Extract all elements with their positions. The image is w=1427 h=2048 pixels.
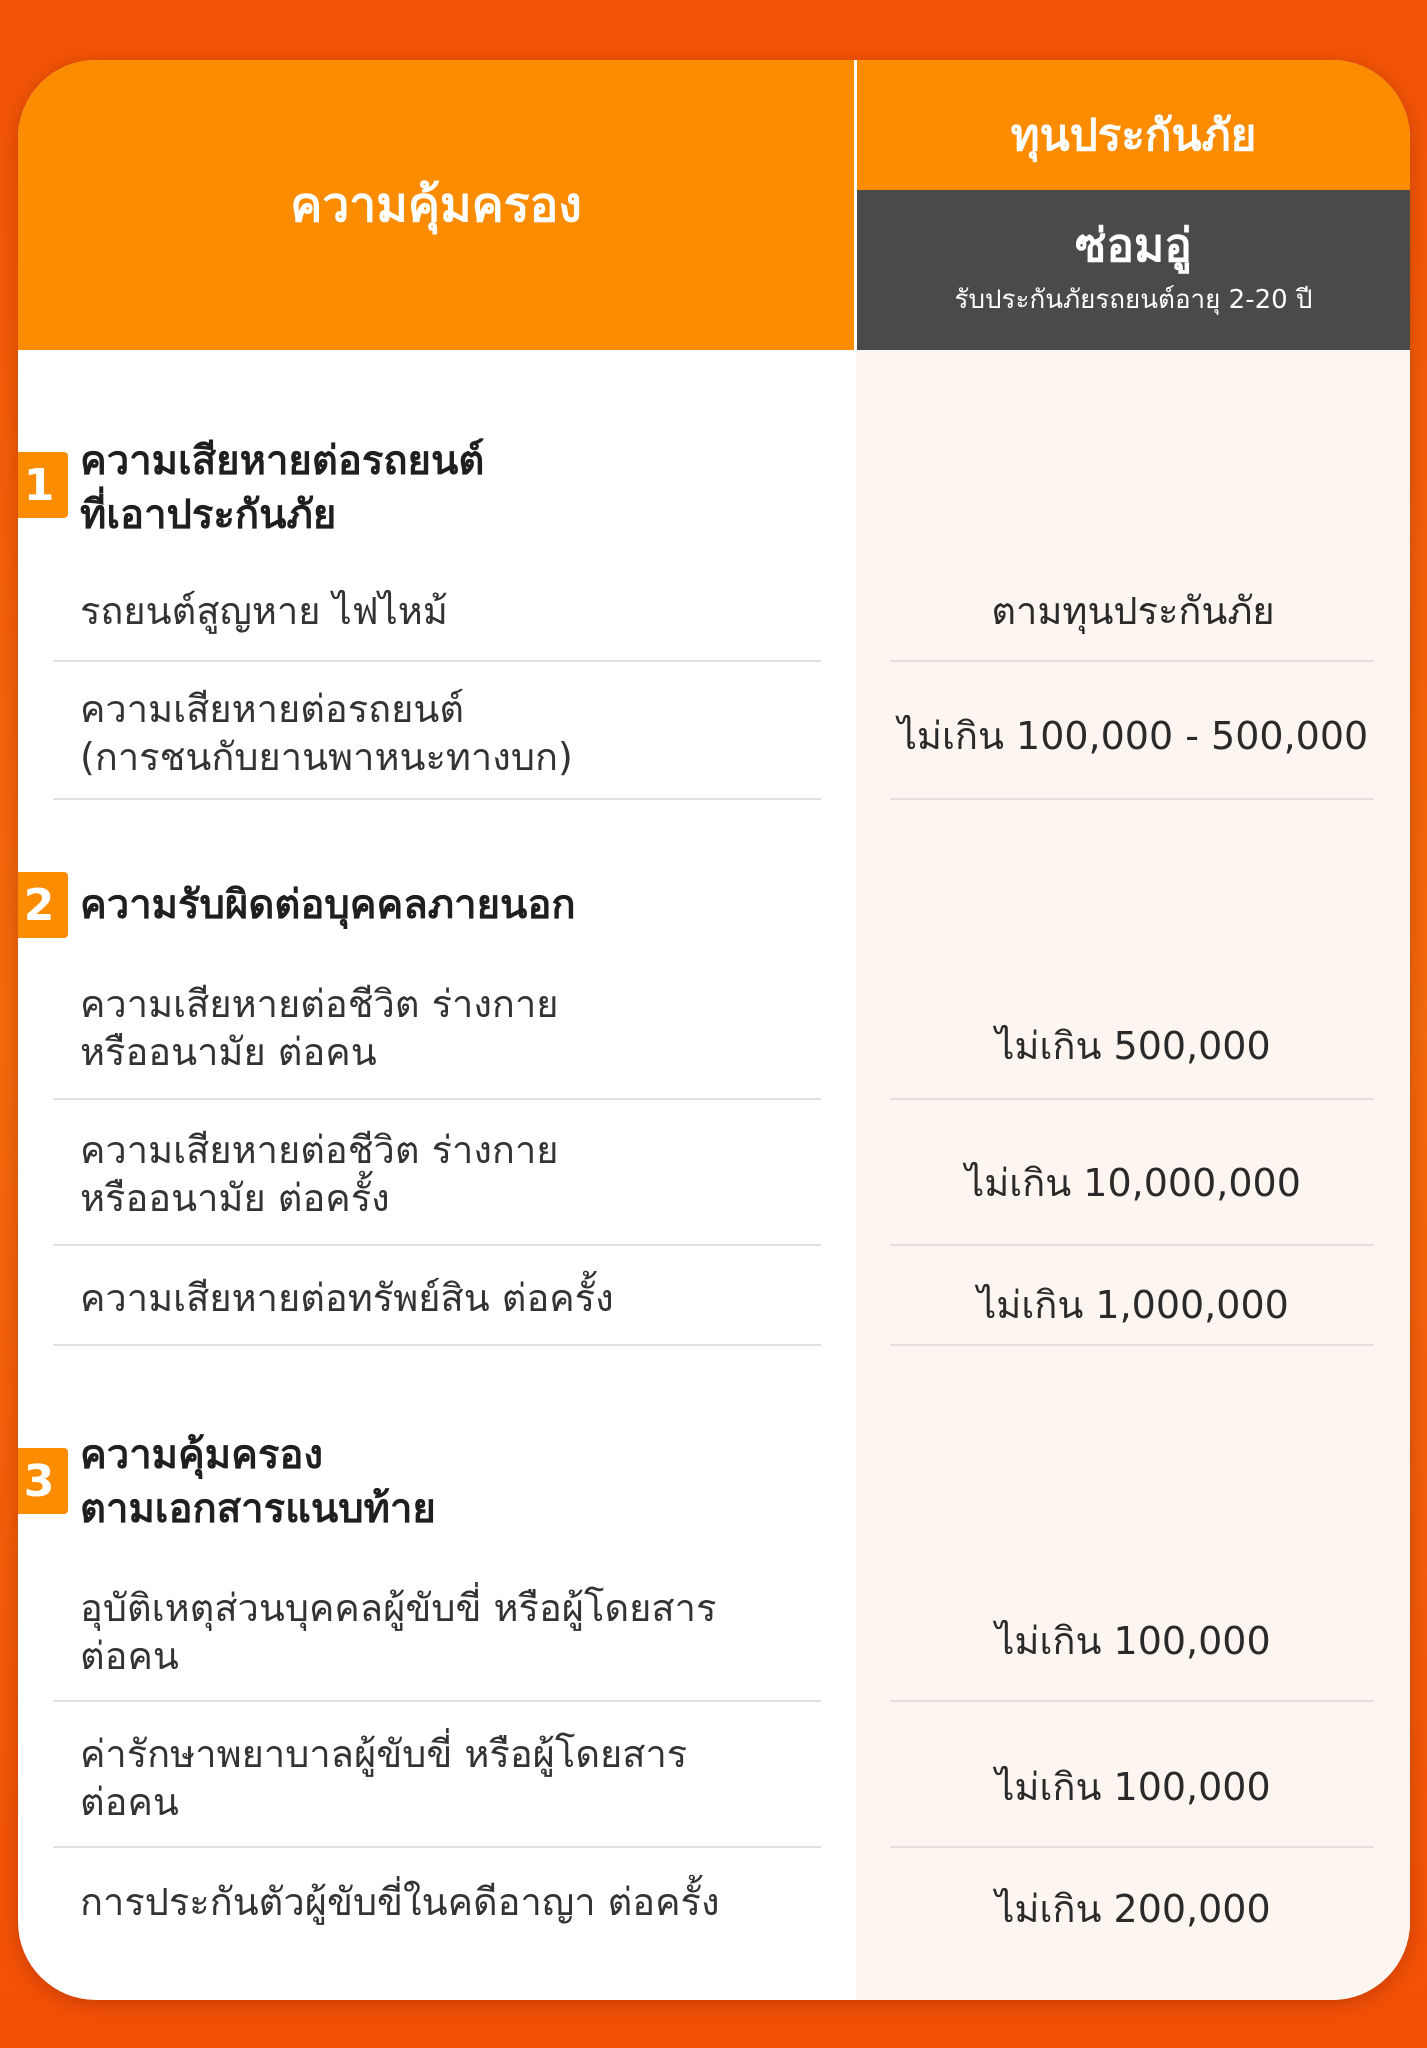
section-title — [80, 434, 484, 542]
section-number-badge: 1 — [18, 452, 68, 518]
section-title-line: ความเสียหายต่อรถยนต์ — [80, 438, 485, 484]
plan-subtitle: รับประกันภัยรถยนต์อายุ 2-20 ปี — [954, 284, 1313, 315]
plan-name: ซ่อมอู่ — [1075, 218, 1192, 273]
sum-insured-header-label: ทุนประกันภัย — [1010, 110, 1257, 161]
coverage-row-label — [80, 1274, 820, 1322]
row-label-line: ความเสียหายต่อทรัพย์สิน ต่อครั้ง — [80, 1276, 614, 1320]
coverage-row-value: ไม่เกิน 10,000,000 — [965, 1161, 1301, 1205]
row-label-line: อุบัติเหตุส่วนบุคคลผู้ขับขี่ หรือผู้โดยสาร — [80, 1586, 717, 1630]
sum-insured-header — [857, 60, 1410, 190]
row-divider — [890, 660, 1374, 662]
section-number-badge: 3 — [18, 1448, 68, 1514]
section-number-badge: 2 — [18, 872, 68, 938]
row-label-line: (การชนกับยานพาหนะทางบก) — [80, 735, 573, 779]
section-title — [80, 1428, 436, 1536]
coverage-card — [18, 60, 1410, 2000]
coverage-row-label — [80, 1584, 820, 1680]
row-label-line: ความเสียหายต่อชีวิต ร่างกาย — [80, 982, 559, 1026]
row-divider — [890, 1700, 1374, 1702]
section-title-line: ตามเอกสารแนบท้าย — [80, 1486, 436, 1532]
row-divider — [890, 1344, 1374, 1346]
row-divider — [890, 798, 1374, 800]
coverage-row-label — [80, 587, 820, 635]
row-divider — [890, 1098, 1374, 1100]
row-label-line: ค่ารักษาพยาบาลผู้ขับขี่ หรือผู้โดยสาร — [80, 1732, 688, 1776]
plan-header — [857, 190, 1410, 350]
coverage-row-value: ไม่เกิน 100,000 — [995, 1619, 1271, 1663]
row-divider — [53, 798, 821, 800]
row-divider — [53, 1244, 821, 1246]
section-title-line: ความคุ้มครอง — [80, 1432, 323, 1478]
row-label-line: ต่อคน — [80, 1780, 179, 1824]
row-label-line: หรืออนามัย ต่อครั้ง — [80, 1176, 390, 1220]
section-title-line: ที่เอาประกันภัย — [80, 492, 337, 538]
row-label-line: ต่อคน — [80, 1634, 179, 1678]
coverage-row-value: ไม่เกิน 1,000,000 — [977, 1283, 1289, 1327]
coverage-row-label — [80, 685, 820, 781]
coverage-row-label — [80, 980, 820, 1076]
coverage-row-label — [80, 1126, 820, 1222]
row-divider — [53, 1344, 821, 1346]
coverage-row-label — [80, 1730, 820, 1826]
coverage-header-label: ความคุ้มครอง — [290, 177, 582, 233]
coverage-row-value: ไม่เกิน 100,000 — [995, 1765, 1271, 1809]
section-title-line: ความรับผิดต่อบุคคลภายนอก — [80, 882, 576, 928]
row-divider — [53, 1098, 821, 1100]
row-label-line: หรืออนามัย ต่อคน — [80, 1030, 377, 1074]
row-divider — [53, 1846, 821, 1848]
section-title — [80, 878, 576, 932]
row-label-line: รถยนต์สูญหาย ไฟไหม้ — [80, 589, 448, 633]
coverage-row-label — [80, 1878, 820, 1926]
row-label-line: การประกันตัวผู้ขับขี่ในคดีอาญา ต่อครั้ง — [80, 1880, 720, 1924]
row-divider — [53, 660, 821, 662]
coverage-header — [18, 60, 854, 350]
coverage-row-value: ตามทุนประกันภัย — [991, 589, 1275, 633]
coverage-row-value: ไม่เกิน 200,000 — [995, 1887, 1271, 1931]
row-label-line: ความเสียหายต่อรถยนต์ — [80, 687, 465, 731]
coverage-row-value: ไม่เกิน 100,000 - 500,000 — [897, 714, 1369, 758]
row-divider — [53, 1700, 821, 1702]
row-label-line: ความเสียหายต่อชีวิต ร่างกาย — [80, 1128, 559, 1172]
coverage-row-value: ไม่เกิน 500,000 — [995, 1024, 1271, 1068]
row-divider — [890, 1244, 1374, 1246]
row-divider — [890, 1846, 1374, 1848]
